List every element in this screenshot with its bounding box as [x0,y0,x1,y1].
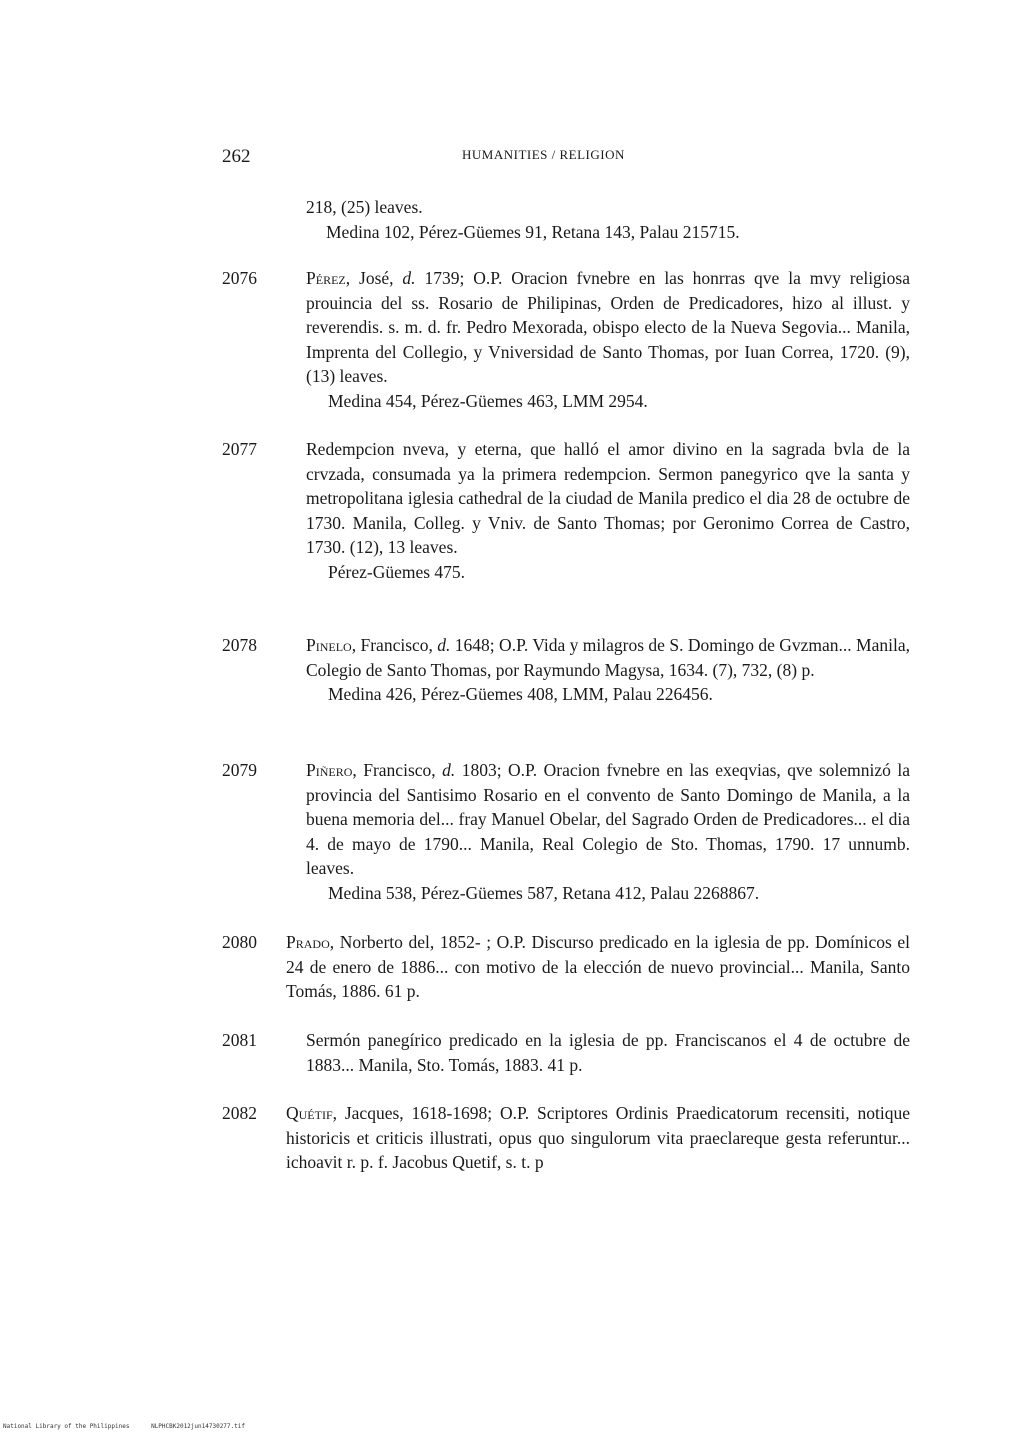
author-forename: , José, [345,268,403,288]
entry-number: 2081 [222,1030,257,1050]
entry-reference: Medina 426, Pérez-Güemes 408, LMM, Palau 226456. [328,684,713,705]
dates-prefix: d. [437,635,451,655]
entry-text [286,1101,910,1175]
author-surname: Pérez [306,268,346,288]
entry-reference: Medina 454, Pérez-Güemes 463, LMM 2954. [328,390,648,411]
author-surname: Piñero [306,760,353,780]
author-forename: , Francisco, [351,635,438,655]
dates-prefix: d. [402,268,416,288]
entry-title: Oracion fvnebre en las exeqvias, qve solemnizó la provincia del Santisimo Rosario en el convento de Santo Domingo de Manila, a la buena memoria del... fray Manuel Obelar, del Sagrado Orden de Predicadores... el dia 4. de mayo de 1790... Manila, Real Colegio de Sto. Thomas, 1790. 17 unnumb. leaves. [306,760,910,879]
entry-body [306,758,910,906]
footer-file-id: NLPHCBK2012jun14730277.tif [151,1423,245,1430]
entry-body [306,266,910,414]
author-forename: , Francisco, [352,760,443,780]
entry-number: 2079 [222,760,257,780]
entry-number: 2080 [222,932,257,952]
scan-footer [3,1423,263,1430]
entry-number: 2078 [222,635,257,655]
entry-number: 2082 [222,1103,257,1123]
entry-body [286,930,910,1004]
entry-title: Discurso predicado en la iglesia de pp. Domínicos el 24 de enero de 1886... con motivo de la elección de nuevo provincial... Manila, Santo Tomás, 1886. 61 p. [286,932,910,1002]
entry-number: 2077 [222,439,257,459]
entry-reference: Medina 538, Pérez-Güemes 587, Retana 412, Palau 2268867. [328,882,760,903]
entry-number: 2076 [222,268,257,288]
author-dates: 1803; O.P. [455,760,544,780]
continuation-ref: Medina 102, Pérez-Güemes 91, Retana 143, Palau 215715. [326,221,740,242]
dates-prefix: d. [442,760,456,780]
entry-body [306,633,910,707]
author-surname: Prado [286,932,330,952]
entry-title: Vida y milagros de S. Domingo de Gvzman... Manila, Colegio de Santo Thomas, por Raymundo Magysa, 1634. (7), 732, (8) p. [306,635,910,680]
footer-library: National Library of the Philippines [3,1423,130,1430]
running-head: HUMANITIES / RELIGION [462,147,625,162]
author-surname: Pinelo [306,635,352,655]
author-dates: 1618-1698; O.P. [411,1103,538,1123]
entry-text [306,758,910,881]
author-surname: Quétif [286,1103,333,1123]
entry-title: Sermón panegírico predicado en la iglesia de pp. Franciscanos el 4 de octubre de 1883... Manila, Sto. Tomás, 1883. 41 p. [306,1030,910,1075]
entry-title: Scriptores Ordinis Praedicatorum recensiti, notique historicis et criticis illustrati, opus quo singulorum vita praeclareque gesta referuntur... ichoavit r. p. f. Jacobus Quetif, s. t. p [286,1103,910,1173]
author-forename: , Jacques, [332,1103,412,1123]
page-number: 262 [222,146,251,167]
author-dates: 1648; O.P. [450,635,533,655]
entry-body [286,1101,910,1175]
entry-reference: Pérez-Güemes 475. [328,561,466,582]
entry-body [306,1028,910,1077]
entry-title: Oracion fvnebre en las honrras qve la mvy religiosa prouincia del ss. Rosario de Philipinas, Orden de Predicadores, hizo al illust. y reverendis. s. m. d. fr. Pedro Mexorada, obispo electo de la Nueva Segovia... Manila, Imprenta del Collegio, y Vniversidad de Santo Thomas, por Iuan Correa, 1720. (9), (13) leaves. [306,268,910,387]
author-dates: 1852- ; O.P. [439,932,532,952]
entry-text [306,633,910,682]
entry-title: Redempcion nveva, y eterna, que halló el amor divino en la sagrada bvla de la crvzada, consumada ya la primera redempcion. Sermon panegyrico qve la santa y metropolitana iglesia cathedral de la ciudad de Manila predico el dia 28 de octubre de 1730. Manila, Colleg. y Vniv. de Santo Thomas; por Geronimo Correa de Castro, 1730. (12), 13 leaves. [306,439,910,558]
entry-text [306,266,910,389]
continuation-text: 218, (25) leaves. [306,197,423,217]
entry-text [286,930,910,1004]
continuation-body [306,195,910,244]
author-forename: , Norberto del, [329,932,440,952]
author-dates: 1739; O.P. [415,268,512,288]
entry-body [306,437,910,585]
